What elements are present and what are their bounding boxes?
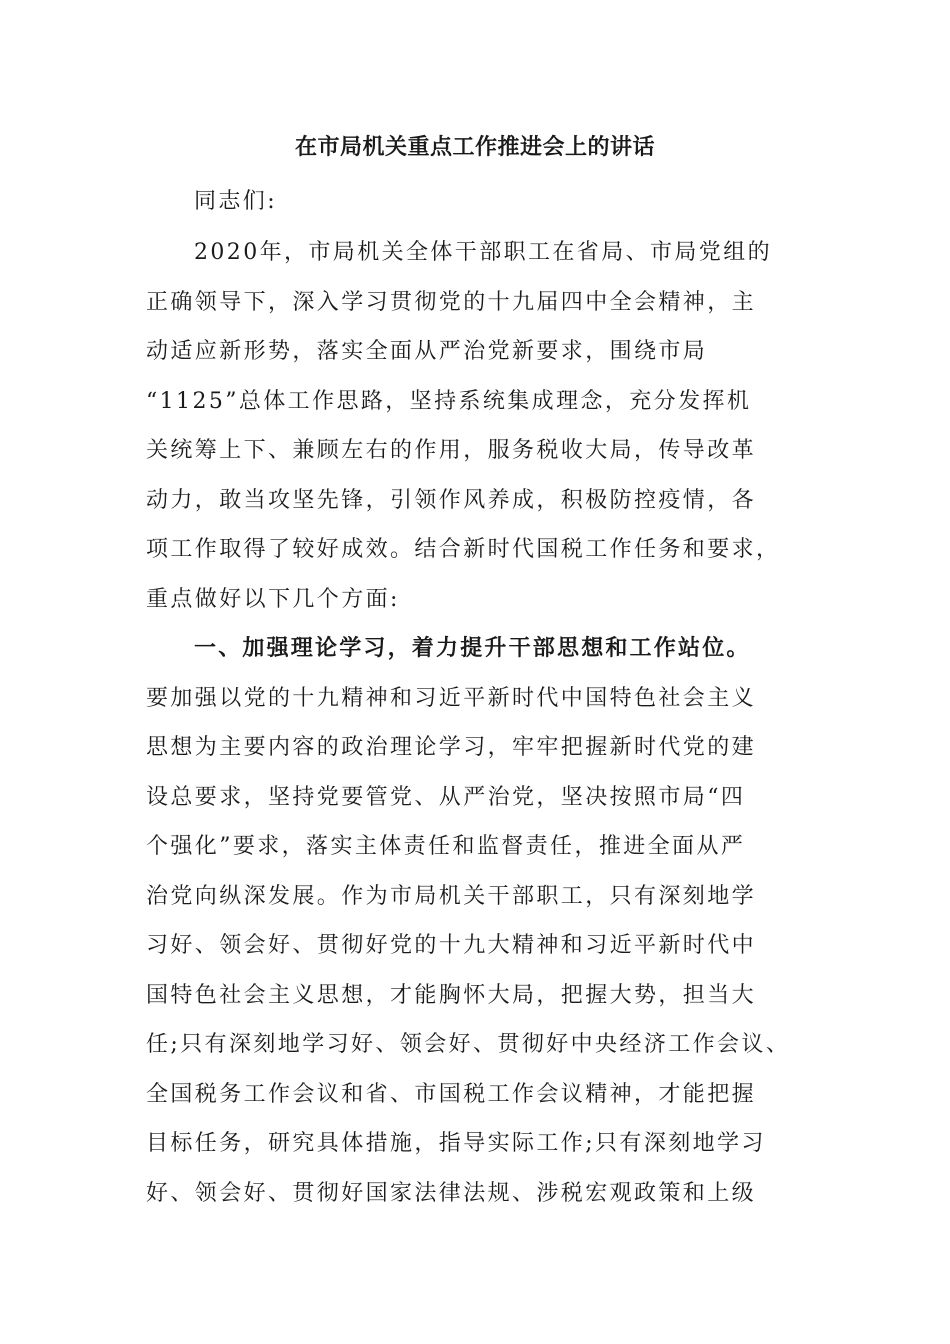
body-line: 全国税务工作会议和省、市国税工作会议精神，才能把握 — [146, 1082, 757, 1107]
body-line: 个强化”要求，落实主体责任和监督责任，推进全面从严 — [146, 834, 746, 859]
body-line: 要加强以党的十九精神和习近平新时代中国特色社会主义 — [146, 686, 757, 711]
body-line: 动力，敢当攻坚先锋，引领作风养成，积极防控疫情，各 — [146, 488, 757, 513]
body-line: 好、领会好、贯彻好国家法律法规、涉税宏观政策和上级 — [146, 1181, 757, 1206]
body-line: 治党向纵深发展。作为市局机关干部职工，只有深刻地学 — [146, 884, 757, 909]
body-line: “1125”总体工作思路，坚持系统集成理念，充分发挥机 — [146, 389, 752, 414]
body-line: 关统筹上下、兼顾左右的作用，服务税收大局，传导改革 — [146, 438, 757, 463]
body-line: 项工作取得了较好成效。结合新时代国税工作任务和要求， — [146, 537, 781, 562]
body-line: 思想为主要内容的政治理论学习，牢牢把握新时代党的建 — [146, 735, 757, 760]
body-line: 目标任务，研究具体措施，指导实际工作;只有深刻地学习 — [146, 1131, 766, 1156]
salutation-line: 同志们: — [194, 189, 278, 214]
body-line: 习好、领会好、贯彻好党的十九大精神和习近平新时代中 — [146, 933, 757, 958]
body-line: 正确领导下，深入学习贯彻党的十九届四中全会精神，主 — [146, 290, 757, 315]
body-line: 重点做好以下几个方面: — [146, 587, 400, 612]
body-line: 国特色社会主义思想，才能胸怀大局，把握大势，担当大 — [146, 983, 757, 1008]
body-line: 任;只有深刻地学习好、领会好、贯彻好中央经济工作会议、 — [146, 1032, 791, 1057]
body-line: 2020年，市局机关全体干部职工在省局、市局党组的 — [194, 240, 772, 265]
section-heading: 一、加强理论学习，着力提升干部思想和工作站位。 — [194, 636, 751, 661]
body-line: 设总要求，坚持党要管党、从严治党，坚决按照市局“四 — [146, 785, 746, 810]
body-line: 动适应新形势，落实全面从严治党新要求，围绕市局 — [146, 339, 708, 364]
document-title: 在市局机关重点工作推进会上的讲话 — [294, 135, 655, 160]
